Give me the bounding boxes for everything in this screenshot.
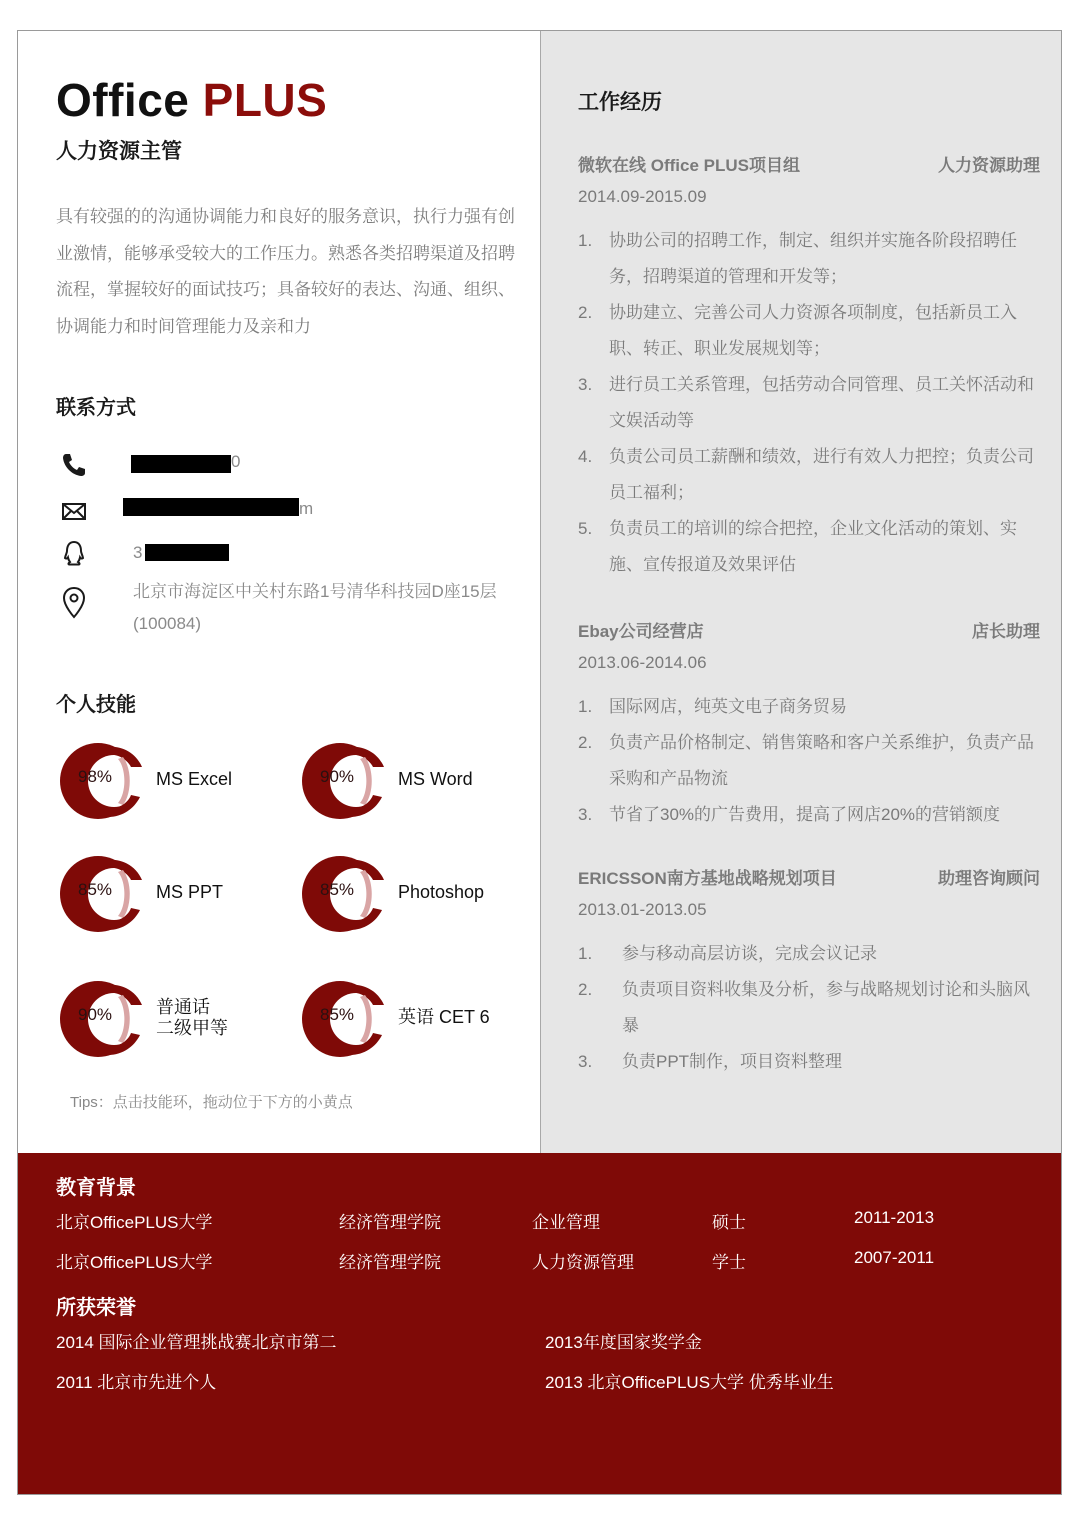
list-item: 5. 负责员工的培训的综合把控，企业文化活动的策划、实施、宣传报道及效果评估	[578, 519, 1017, 574]
skill-ppt[interactable]	[56, 856, 276, 936]
table-row	[18, 1248, 1062, 1274]
job-header	[578, 864, 1040, 892]
edu-years: 2007-2011	[854, 1248, 935, 1267]
edu-major: 企业管理	[532, 1213, 600, 1232]
edu-school: 北京OfficePLUS大学	[56, 1213, 213, 1232]
skill-percent: 90%	[320, 767, 355, 786]
right-column	[540, 31, 1062, 1153]
redacted-phone	[131, 455, 231, 473]
list-item: 2. 负责项目资料收集及分析，参与战略规划讨论和头脑风暴	[578, 980, 1030, 1035]
skill-label: Photoshop	[398, 882, 485, 902]
skill-excel[interactable]	[56, 743, 276, 823]
summary-text: 具有较强的的沟通协调能力和良好的服务意识，执行力强有创业激情，能够承受较大的工作压力。熟悉各类招聘渠道及招聘流程，掌握较好的面试技巧；具备较好的表达、沟通、组织、协调能力和时间管理能力及亲和力	[56, 207, 515, 336]
table-row	[18, 1368, 1062, 1394]
honor-item: 2013年度国家奖学金	[545, 1333, 702, 1352]
edu-degree: 硕士	[712, 1213, 746, 1232]
job-role: 店长助理	[972, 622, 1040, 641]
job-header	[578, 617, 1040, 645]
list-item: 1. 国际网店，纯英文电子商务贸易	[578, 697, 847, 716]
job-date: 2013.01-2013.05	[578, 900, 707, 919]
edu-years: 2011-2013	[854, 1208, 935, 1227]
bottom-band	[18, 1153, 1062, 1495]
contact-heading: 联系方式	[56, 397, 136, 419]
skill-percent: 85%	[320, 880, 355, 899]
skill-photoshop[interactable]	[298, 856, 518, 936]
honor-item: 2014 国际企业管理挑战赛北京市第二	[56, 1333, 337, 1352]
edu-college: 经济管理学院	[339, 1253, 441, 1272]
list-item: 4. 负责公司员工薪酬和绩效，进行有效人力把控；负责公司员工福利；	[578, 447, 1034, 502]
honors-heading: 所获荣誉	[56, 1297, 136, 1319]
list-item: 1. 协助公司的招聘工作，制定、组织并实施各阶段招聘任务，招聘渠道的管理和开发等；	[578, 231, 1017, 286]
job-role: 人力资源助理	[938, 156, 1040, 175]
job-duties	[578, 936, 1040, 1080]
honor-item: 2011 北京市先进个人	[56, 1373, 217, 1392]
email-text: m	[299, 499, 314, 518]
skill-label: MS Word	[398, 769, 473, 789]
list-item: 3. 节省了30%的广告费用，提高了网店20%的营销额度	[578, 805, 1001, 824]
job-company: Ebay公司经营店	[578, 622, 704, 641]
edu-degree: 学士	[712, 1253, 746, 1272]
edu-college: 经济管理学院	[339, 1213, 441, 1232]
honor-item: 2013 北京OfficePLUS大学 优秀毕业生	[545, 1373, 834, 1392]
work-heading: 工作经历	[578, 91, 662, 114]
redacted-email	[123, 498, 299, 516]
skill-percent: 85%	[320, 1005, 355, 1024]
education-heading: 教育背景	[56, 1177, 136, 1199]
skill-mandarin[interactable]	[56, 981, 276, 1061]
redacted-qq	[145, 544, 229, 561]
left-column	[18, 31, 540, 1153]
table-row	[18, 1328, 1062, 1354]
mail-icon	[60, 497, 88, 525]
job-date: 2013.06-2014.06	[578, 653, 707, 672]
job-entry	[578, 617, 1040, 833]
edu-major: 人力资源管理	[532, 1253, 634, 1272]
skill-label: 英语 CET 6	[398, 1007, 490, 1027]
job-entry	[578, 151, 1040, 583]
skill-label: 普通话 二级甲等	[156, 997, 228, 1038]
table-row	[18, 1208, 1062, 1234]
list-item: 1. 参与移动高层访谈，完成会议记录	[578, 944, 877, 963]
list-item: 2. 协助建立、完善公司人力资源各项制度，包括新员工入职、转正、职业发展规划等；	[578, 303, 1017, 358]
job-entry	[578, 864, 1040, 1080]
list-item: 3. 进行员工关系管理，包括劳动合同管理、员工关怀活动和文娱活动等	[578, 375, 1034, 430]
skill-cet6[interactable]	[298, 981, 518, 1061]
job-title: 人力资源主管	[56, 140, 182, 163]
location-icon	[60, 586, 88, 620]
skill-percent: 85%	[78, 880, 113, 899]
job-date: 2014.09-2015.09	[578, 187, 707, 206]
list-item: 2. 负责产品价格制定、销售策略和客户关系维护，负责产品采购和产品物流	[578, 733, 1034, 788]
skill-word[interactable]	[298, 743, 518, 823]
skills-heading: 个人技能	[56, 694, 136, 716]
job-company: 微软在线 Office PLUS项目组	[578, 156, 800, 175]
job-company: ERICSSON南方基地战略规划项目	[578, 869, 837, 888]
skill-percent: 90%	[78, 1005, 113, 1024]
skills-tips: Tips：点击技能环，拖动位于下方的小黄点	[70, 1094, 353, 1111]
qq-text: 3	[133, 543, 143, 562]
phone-icon	[60, 451, 88, 479]
phone-text: 0	[231, 452, 241, 471]
qq-icon	[60, 539, 88, 567]
list-item: 3. 负责PPT制作，项目资料整理	[578, 1052, 843, 1071]
job-duties	[578, 223, 1040, 583]
resume-page	[17, 30, 1062, 1495]
resume-name: Office PLUS	[56, 74, 328, 126]
skill-percent: 98%	[78, 767, 113, 786]
job-header	[578, 151, 1040, 179]
skill-label: MS PPT	[156, 882, 224, 902]
skill-label: MS Excel	[156, 769, 233, 789]
address-text: 北京市海淀区中关村东路1号清华科技园D座15层(100084)	[133, 582, 497, 633]
job-role: 助理咨询顾问	[938, 869, 1040, 888]
job-duties	[578, 689, 1040, 833]
edu-school: 北京OfficePLUS大学	[56, 1253, 213, 1272]
